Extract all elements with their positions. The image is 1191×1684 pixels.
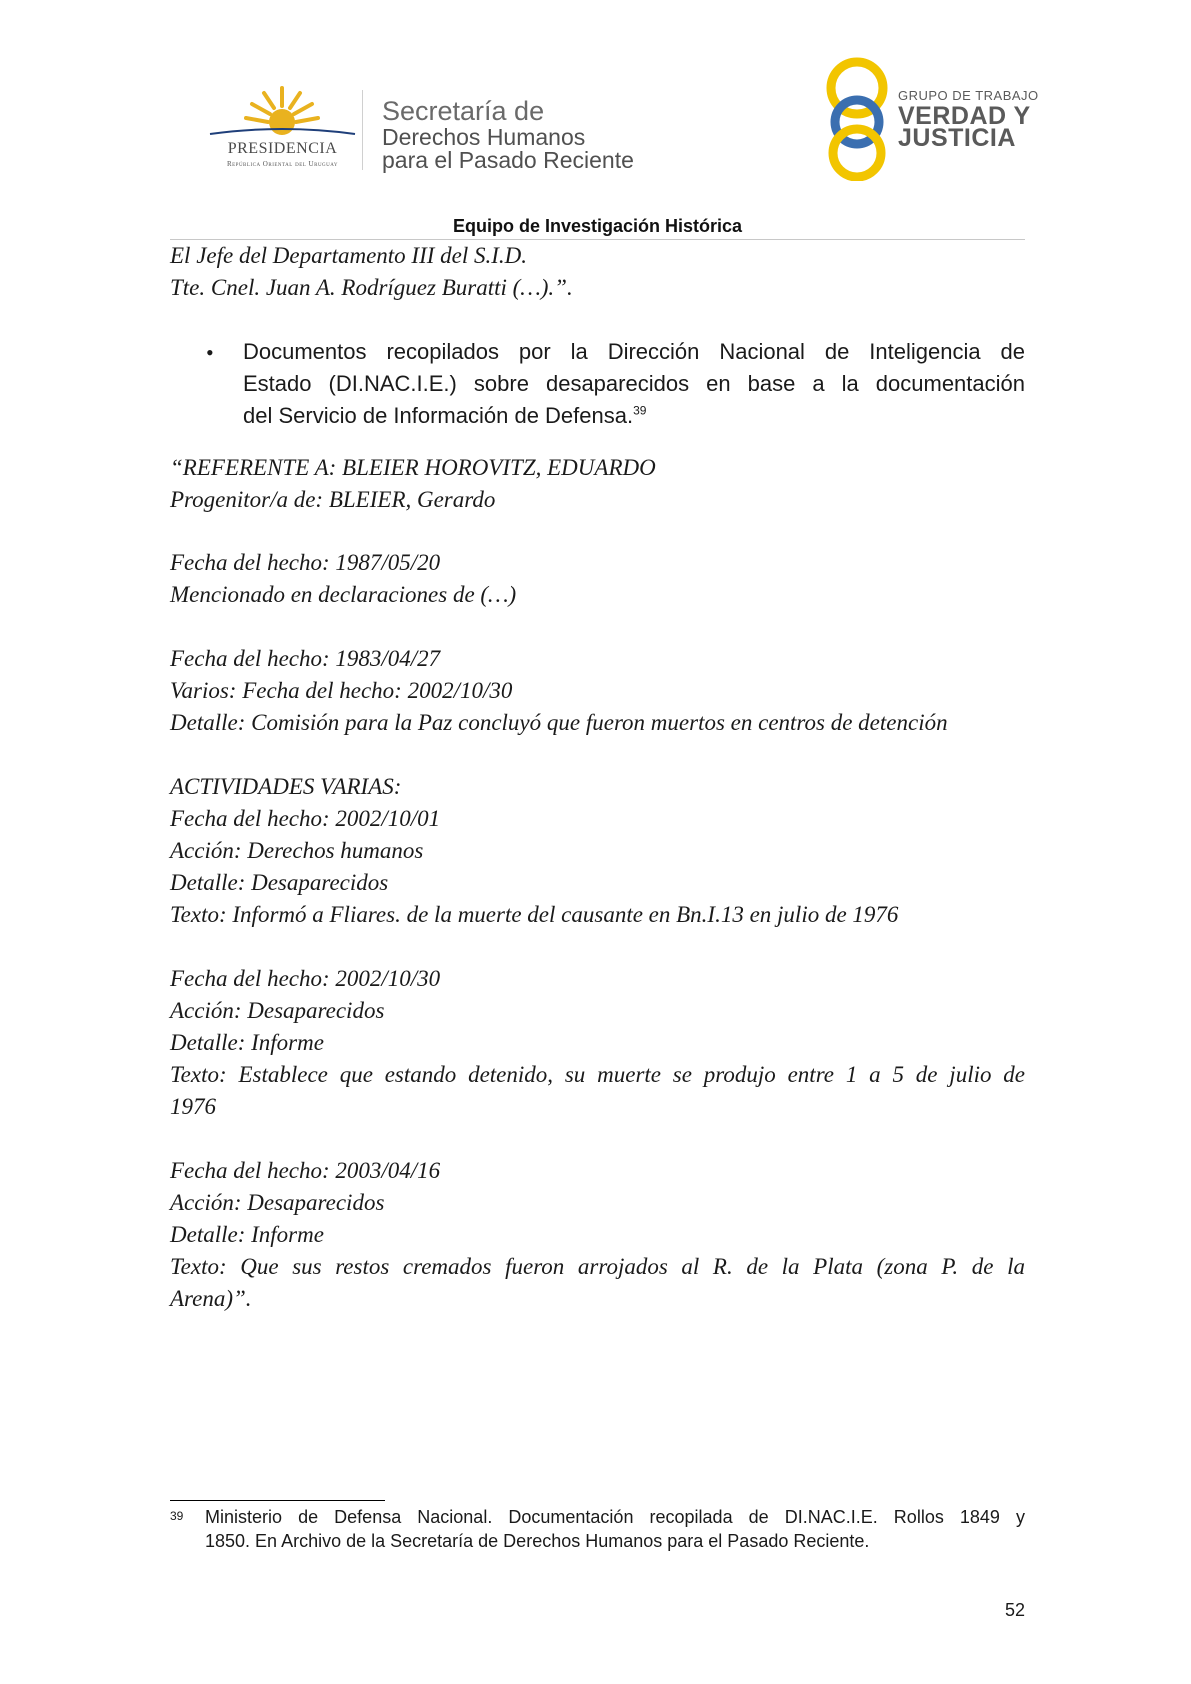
- quote-signature-line: El Jefe del Departamento III del S.I.D.: [170, 243, 528, 268]
- record-line: “REFERENTE A: BLEIER HOROVITZ, EDUARDO: [170, 455, 656, 480]
- record-line: Texto: Establece que estando detenido, su muerte se produjo entre 1 a 5 de julio de: [170, 1062, 1025, 1087]
- record-line: Detalle: Informe: [170, 1222, 324, 1247]
- footnote-number: 39: [170, 1509, 184, 1523]
- record-line: Varios: Fecha del hecho: 2002/10/30: [170, 678, 513, 703]
- secretaria-title-line3: para el Pasado Reciente: [382, 147, 634, 173]
- record-line: Detalle: Informe: [170, 1030, 324, 1055]
- verdad-label: VERDAD Y: [898, 102, 1031, 130]
- verdad-justicia-rings-logo: [822, 56, 892, 181]
- secretaria-title-line2: Derechos Humanos: [382, 124, 586, 150]
- logo-divider: [362, 90, 363, 170]
- record-line: 1976: [170, 1094, 216, 1119]
- bullet-icon: •: [206, 340, 214, 365]
- bullet-text-line2: Estado (DI.NAC.I.E.) sobre desaparecidos en base a la documentación: [243, 371, 1025, 396]
- record-line: Progenitor/a de: BLEIER, Gerardo: [170, 487, 496, 512]
- grupo-trabajo-label: GRUPO DE TRABAJO: [898, 88, 1039, 103]
- record-line: Acción: Desaparecidos: [170, 998, 385, 1023]
- record-line: ACTIVIDADES VARIAS:: [170, 774, 402, 799]
- footnote-reference: 39: [633, 403, 647, 418]
- record-line: Fecha del hecho: 1987/05/20: [170, 550, 441, 575]
- secretaria-title-line1: Secretaría de: [382, 96, 545, 126]
- record-line: Texto: Que sus restos cremados fueron arrojados al R. de la Plata (zona P. de la: [170, 1254, 1025, 1279]
- record-line: Mencionado en declaraciones de (…): [170, 582, 517, 607]
- presidencia-subtitle: República Oriental del Uruguay: [226, 160, 339, 168]
- record-line: Fecha del hecho: 2002/10/01: [170, 806, 441, 831]
- record-line: Arena)”.: [170, 1286, 252, 1311]
- record-line: Acción: Desaparecidos: [170, 1190, 385, 1215]
- page-number: 52: [1004, 1600, 1025, 1620]
- bullet-text-line3: del Servicio de Información de Defensa.$^{39}$: [243, 403, 647, 428]
- presidencia-label: PRESIDENCIA: [227, 140, 338, 157]
- record-line: Detalle: Desaparecidos: [170, 870, 389, 895]
- record-line: Fecha del hecho: 2003/04/16: [170, 1158, 441, 1183]
- footnote-rule: [170, 1500, 385, 1501]
- record-line: Fecha del hecho: 1983/04/27: [170, 646, 441, 671]
- record-line: Texto: Informó a Fliares. de la muerte del causante en Bn.I.13 en julio de 1976: [170, 902, 899, 927]
- bullet-text-line1: Documentos recopilados por la Dirección Nacional de Inteligencia de: [243, 339, 1025, 364]
- record-line: Detalle: Comisión para la Paz concluyó que fueron muertos en centros de detención: [170, 710, 948, 735]
- section-title: Equipo de Investigación Histórica: [452, 216, 743, 236]
- justicia-label: JUSTICIA: [898, 124, 1016, 152]
- record-line: Acción: Derechos humanos: [170, 838, 424, 863]
- quote-signature-name: Tte. Cnel. Juan A. Rodríguez Buratti (…).”.: [170, 275, 573, 300]
- footnote-text-line1: Ministerio de Defensa Nacional. Documentación recopilada de DI.NAC.I.E. Rollos 1849 y: [205, 1507, 1025, 1527]
- footnote-text-line2: 1850. En Archivo de la Secretaría de Derechos Humanos para el Pasado Reciente.: [205, 1531, 870, 1551]
- record-line: Fecha del hecho: 2002/10/30: [170, 966, 441, 991]
